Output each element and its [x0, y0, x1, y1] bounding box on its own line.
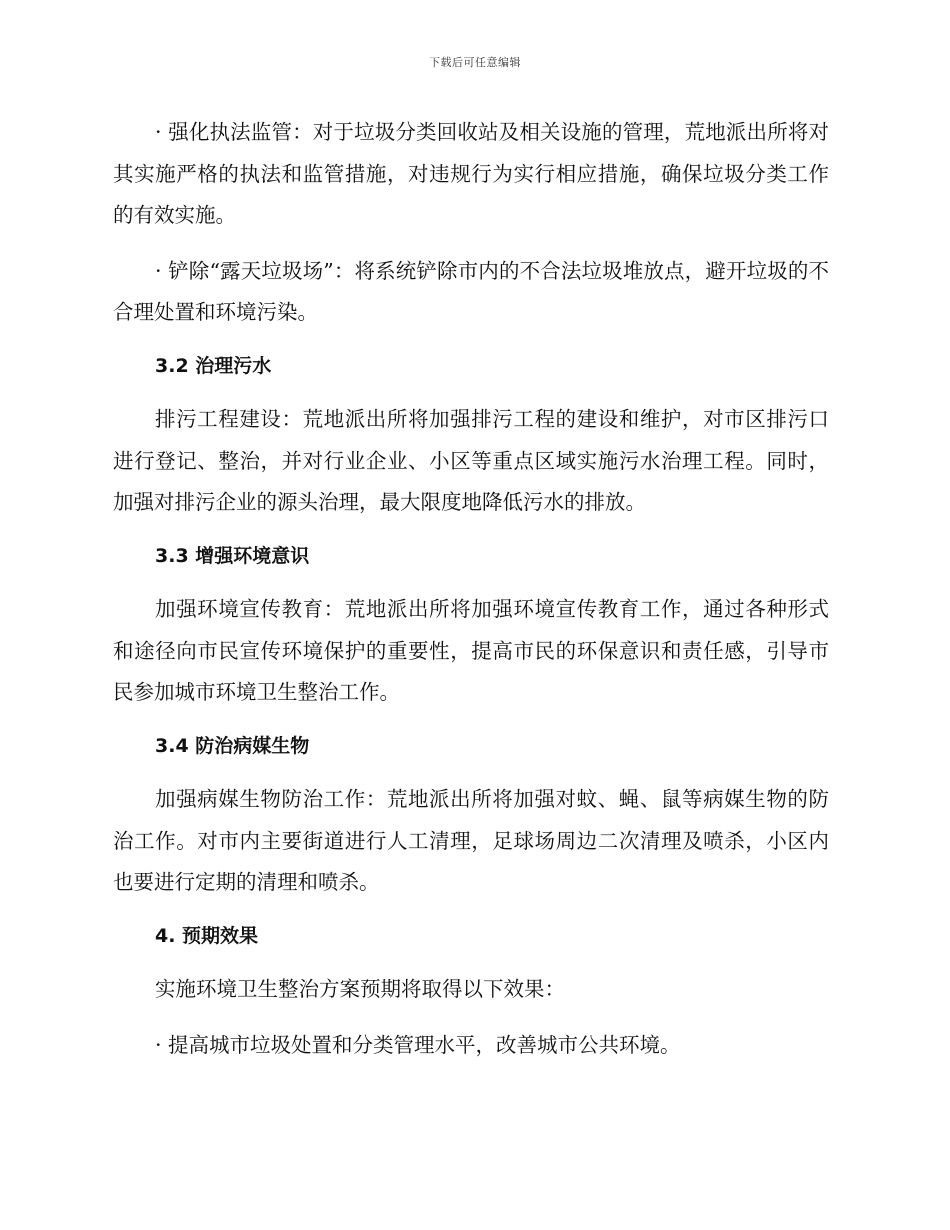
section-heading-3-3: 3.3 增强环境意识 [155, 544, 310, 567]
para-awareness: 加强环境宣传教育：荒地派出所将加强环境宣传教育工作，通过各种形式和途径向市民宣传环境保护的重要性，提高市民的环保意识和责任感，引导市民参加城市环境卫生整治工作。 [113, 597, 829, 704]
bullet-enforcement: · 强化执法监管：对于垃圾分类回收站及相关设施的管理，荒地派出所将对其实施严格的执法和监管措施，对违规行为实行相应措施，确保垃圾分类工作的有效实施。 [113, 120, 829, 227]
section-heading-4: 4. 预期效果 [155, 924, 259, 947]
para-sewage: 排污工程建设：荒地派出所将加强排污工程的建设和维护，对市区排污口进行登记、整治，并对行业企业、小区等重点区域实施污水治理工程。同时，加强对排污企业的源头治理，最大限度地降低污水的排放。 [113, 407, 829, 514]
document-body [113, 112, 829, 1066]
bullet-expected-1: · 提高城市垃圾处置和分类管理水平，改善城市公共环境。 [155, 1032, 681, 1057]
bullet-open-dumps: · 铲除“露天垃圾场”：将系统铲除市内的不合法垃圾堆放点，避开垃圾的不合理处置和环境污染。 [113, 258, 829, 324]
section-heading-3-4: 3.4 防治病媒生物 [155, 734, 310, 757]
page-header: 下载后可任意编辑 [429, 56, 521, 69]
para-vectors: 加强病媒生物防治工作：荒地派出所将加强对蚊、蝇、鼠等病媒生物的防治工作。对市内主要街道进行人工清理，足球场周边二次清理及喷杀，小区内也要进行定期的清理和喷杀。 [113, 787, 829, 894]
section-heading-3-2: 3.2 治理污水 [155, 354, 272, 377]
para-expected-intro: 实施环境卫生整治方案预期将取得以下效果： [155, 977, 565, 1001]
